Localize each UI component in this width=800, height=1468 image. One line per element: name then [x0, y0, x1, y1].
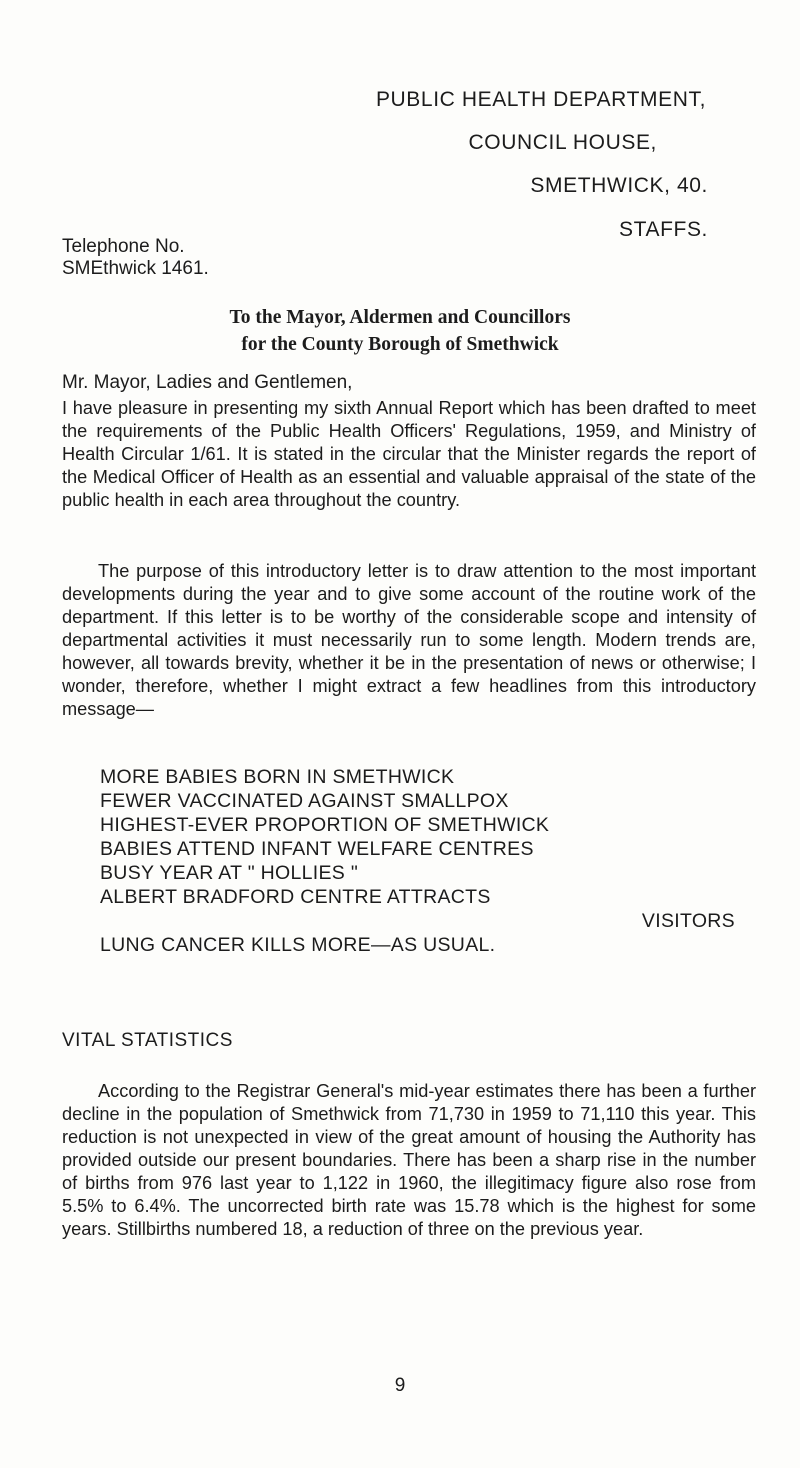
- headlines-list: [100, 765, 745, 957]
- telephone-label: Telephone No.: [62, 236, 185, 257]
- headline-item: BUSY YEAR AT " HOLLIES ": [100, 862, 359, 884]
- address-line-town: SMETHWICK, 40.: [530, 174, 708, 197]
- page-number: 9: [394, 1375, 406, 1396]
- paragraph-text: I have pleasure in presenting my sixth Annual Report which has been drafted to meet the requirements of the Public Health Officers' Regulations, 1959, and Ministry of Health Circular 1/61. It is stated in the circular that the Minister regards the report of the Medical Officer of Health as an essential and valuable appraisal of the state of the public health in each area throughout the country.: [62, 398, 756, 510]
- salutation: Mr. Mayor, Ladies and Gentlemen,: [62, 372, 353, 393]
- addressee-line-1: To the Mayor, Aldermen and Councillors: [229, 307, 571, 328]
- headline-item: MORE BABIES BORN IN SMETHWICK: [100, 766, 455, 788]
- headline-item: FEWER VACCINATED AGAINST SMALLPOX: [100, 790, 509, 812]
- headline-item: ALBERT BRADFORD CENTRE ATTRACTS: [100, 886, 491, 908]
- headline-item: BABIES ATTEND INFANT WELFARE CENTRES: [100, 838, 534, 860]
- address-line-department: PUBLIC HEALTH DEPARTMENT,: [375, 88, 706, 111]
- headline-item: LUNG CANCER KILLS MORE—AS USUAL.: [100, 934, 496, 956]
- headline-item: HIGHEST-EVER PROPORTION OF SMETHWICK: [100, 814, 550, 836]
- address-line-county: STAFFS.: [619, 218, 708, 241]
- telephone-number: SMEthwick 1461.: [62, 258, 209, 279]
- address-line-council-house: COUNCIL HOUSE,: [468, 131, 657, 154]
- paragraph-text: According to the Registrar General's mid-year estimates there has been a further decline in the population of Smethwick from 71,730 in 1959 to 71,110 this year. This reduction is not unexpected in view of the great amount of housing the Authority has provided outside our present boundaries. There has been a sharp rise in the number of births from 976 last year to 1,122 in 1960, the illegitimacy figure also rose from 5.5% to 6.4%. The uncorrected birth rate was 15.78 which is the highest for some years. Stillbirths numbered 18, a reduction of three on the previous year.: [62, 1081, 756, 1239]
- paragraph-text: The purpose of this introductory letter is to draw attention to the most important developments during the year and to give some account of the routine work of the department. If this letter is to be worthy of the considerable scope and intensity of departmental activities it must necessarily run to some length. Modern trends are, however, all towards brevity, whether it be in the presentation of news or otherwise; I wonder, therefore, whether I might extract a few headlines from this introductory message—: [62, 561, 756, 719]
- section-heading-vital-statistics: VITAL STATISTICS: [62, 1030, 233, 1051]
- addressee-line-2: for the County Borough of Smethwick: [241, 334, 559, 355]
- intro-paragraph-1: [62, 397, 756, 512]
- intro-paragraph-2: [62, 560, 756, 721]
- vital-statistics-paragraph: [62, 1080, 756, 1241]
- headline-item: VISITORS: [641, 910, 735, 932]
